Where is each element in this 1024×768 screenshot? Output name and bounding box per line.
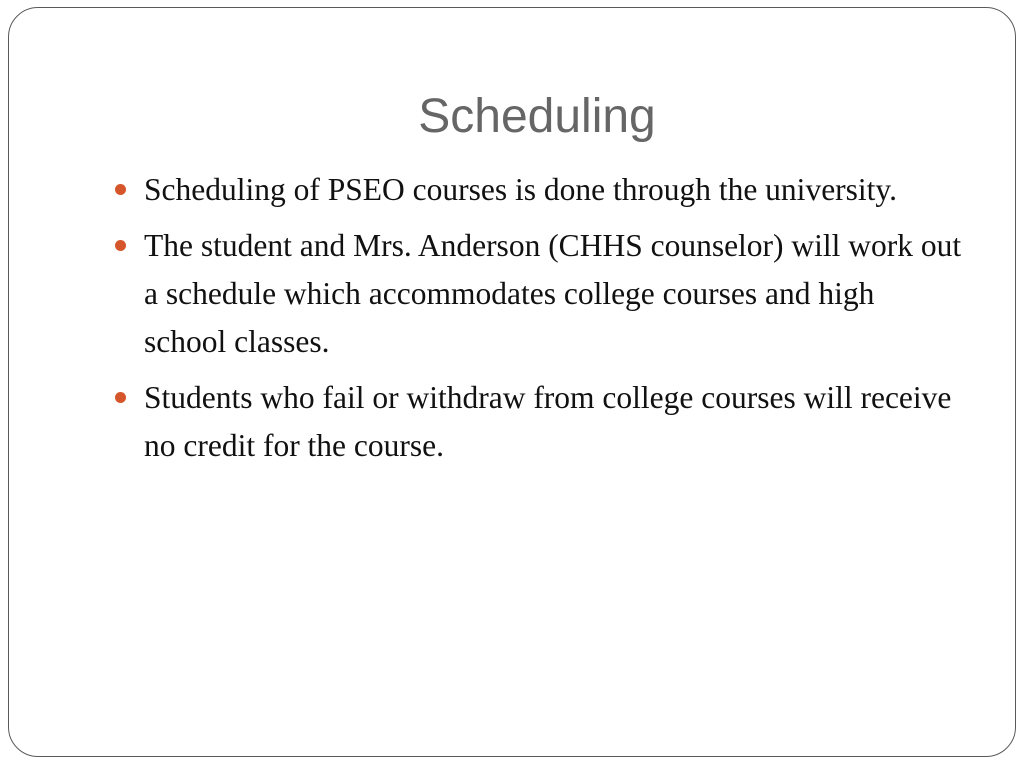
bullet-dot-icon <box>115 240 126 251</box>
bullet-item <box>113 222 963 366</box>
bullet-text: Scheduling of PSEO courses is done through the university. <box>144 172 898 207</box>
bullet-item <box>113 166 963 214</box>
bullet-text: Students who fail or withdraw from college courses will receive no credit for the course. <box>144 380 952 463</box>
bullet-dot-icon <box>115 392 126 403</box>
bullet-dot-icon <box>115 184 126 195</box>
bullet-list <box>113 166 963 478</box>
bullet-item <box>113 374 963 470</box>
bullet-text: The student and Mrs. Anderson (CHHS counselor) will work out a schedule which accommodates college courses and high school classes. <box>144 228 962 359</box>
slide-title: Scheduling <box>418 90 656 143</box>
